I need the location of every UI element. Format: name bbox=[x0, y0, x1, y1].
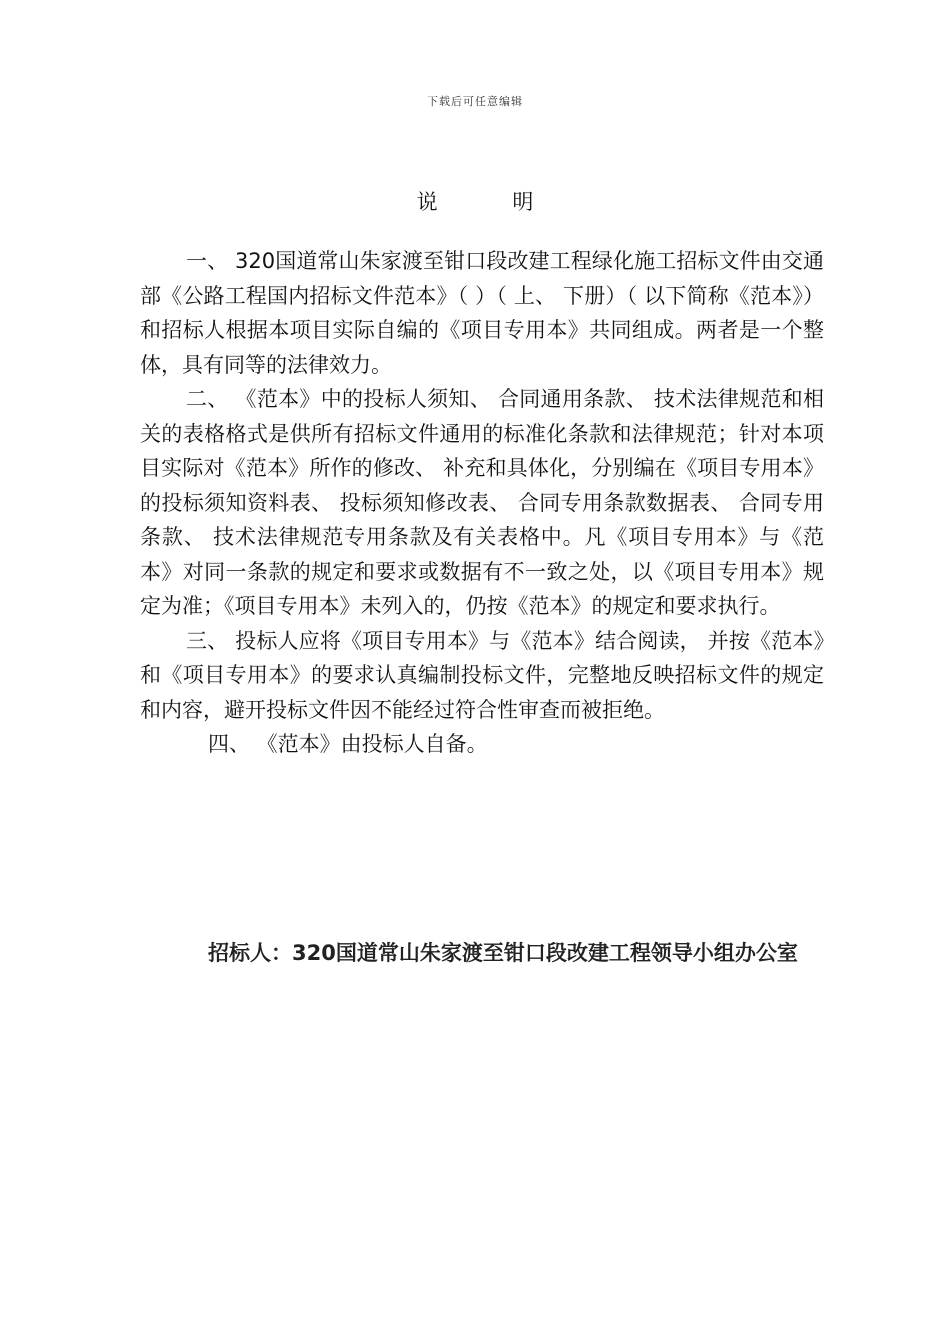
document-body bbox=[140, 244, 824, 762]
paragraph-3: 三、 投标人应将《项目专用本》与《范本》结合阅读， 并按《范本》和《项目专用本》的要求认真编制投标文件，完整地反映招标文件的规定和内容，避开投标文件因不能经过符合性审查而被拒绝。 bbox=[140, 628, 824, 722]
tenderer-signature: 招标人：320国道常山朱家渡至钳口段改建工程领导小组办公室 bbox=[208, 941, 798, 965]
paragraph-1: 一、 320国道常山朱家渡至钳口段改建工程绿化施工招标文件由交通部《公路工程国内招标文件范本》（ ）（ 上、 下册）（ 以下简称《范本》） 和招标人根据本项目实际自编的《项目专用本》共同组成。两者是一个整体，具有同等的法律效力。 bbox=[140, 249, 824, 377]
paragraph-2: 二、 《范本》中的投标人须知、 合同通用条款、 技术法律规范和相关的表格格式是供所有招标文件通用的标准化条款和法律规范；针对本项目实际对《范本》所作的修改、 补充和具体化，分别编在《项目专用本》的投标须知资料表、 投标须知修改表、 合同专用条款数据表、 合同专用条款、 技术法律规范专用条款及有关表格中。凡《项目专用本》与《范本》对同一条款的规定和要求或数据有不一致之处，以《项目专用本》规定为准；《项目专用本》未列入的，仍按《范本》的规定和要求执行。 bbox=[140, 387, 824, 618]
header-note: 下载后可任意编辑 bbox=[427, 95, 523, 108]
paragraph-4: 四、 《范本》由投标人自备。 bbox=[208, 732, 488, 756]
document-title: 说 明 bbox=[416, 190, 568, 214]
